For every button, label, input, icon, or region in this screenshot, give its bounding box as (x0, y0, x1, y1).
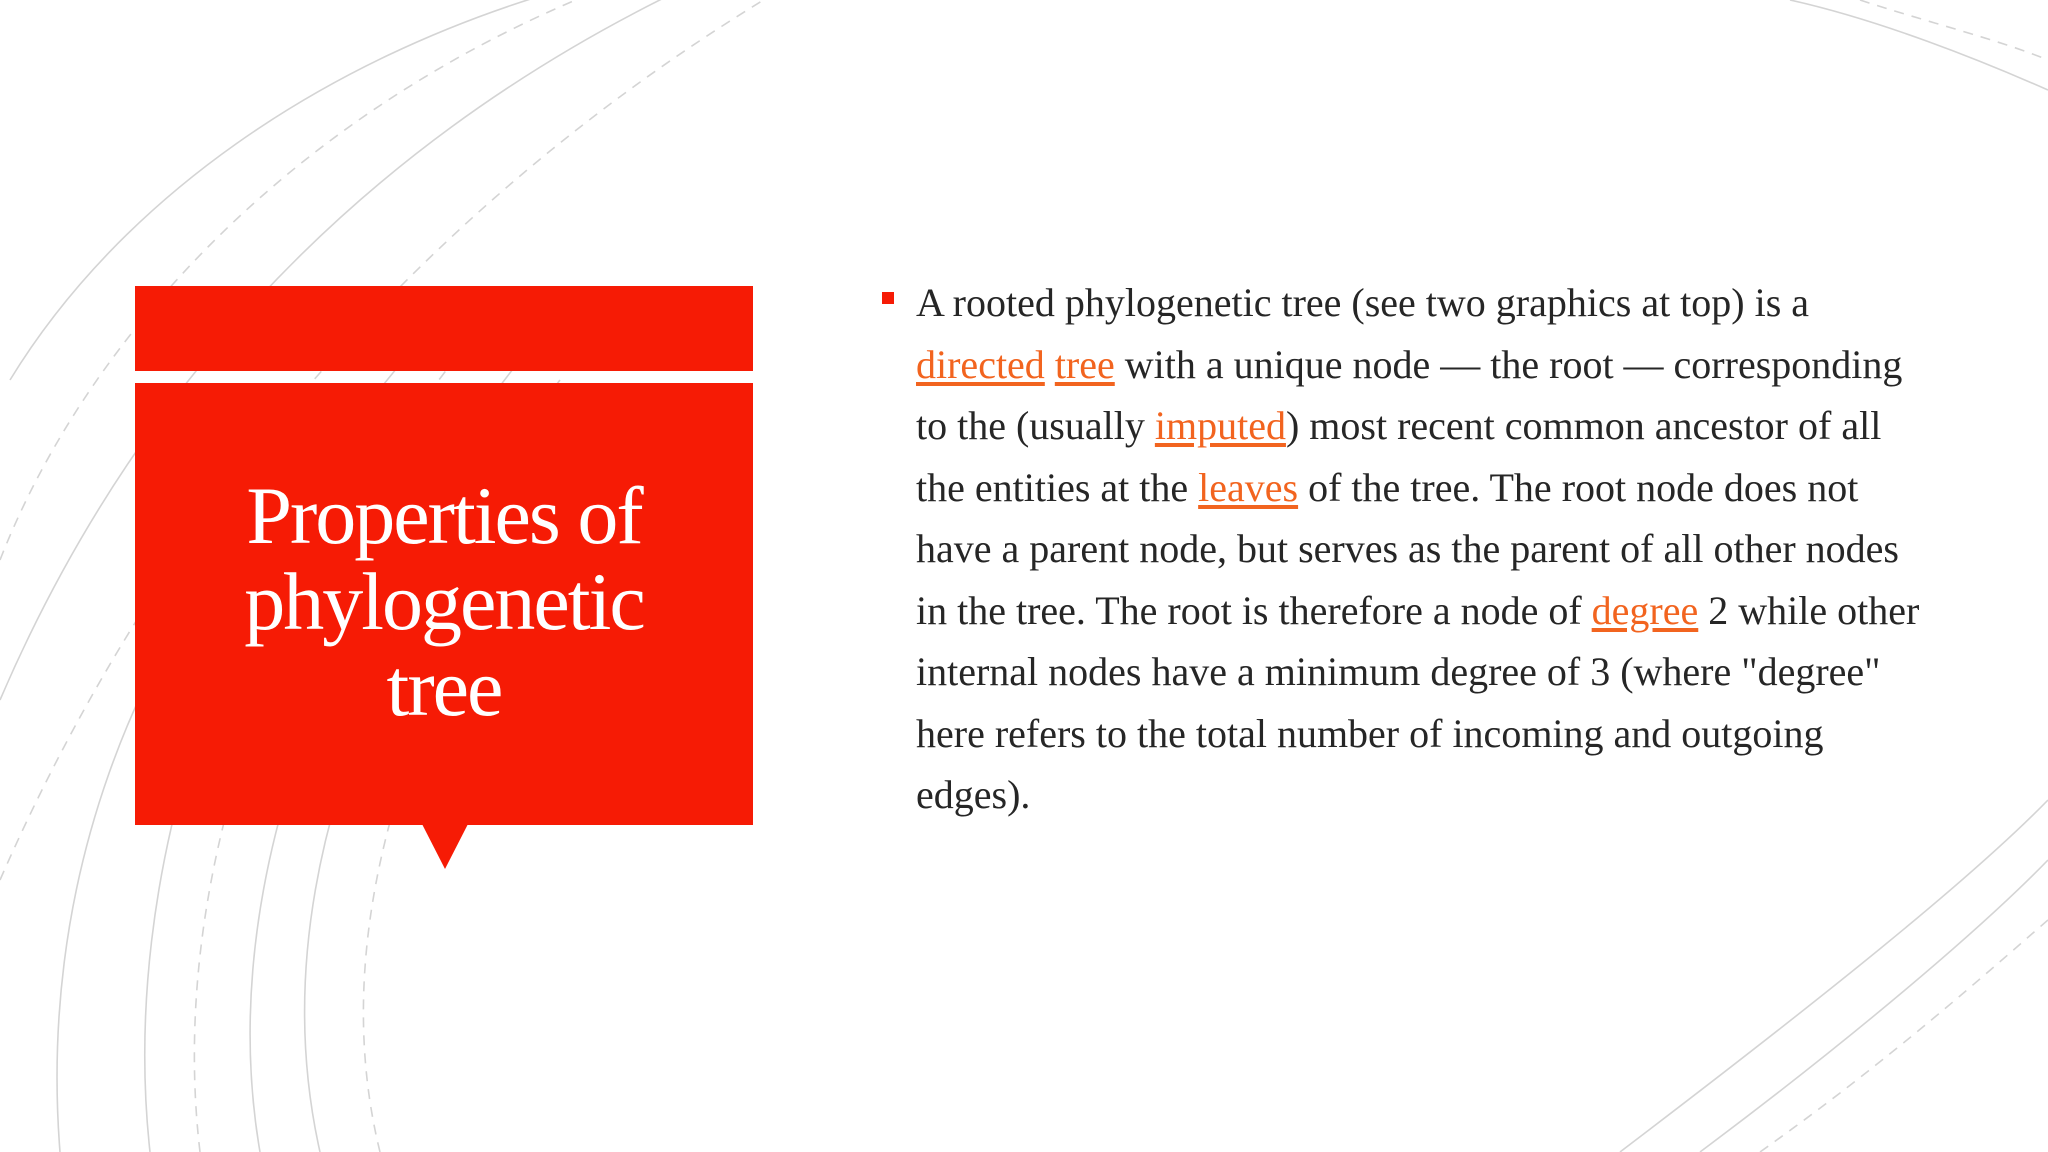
background-arc (1760, 920, 2048, 1152)
title-line: phylogenetic (244, 556, 644, 647)
text-run: of the tree. The root node does not have a parent node, but serves as the parent of all other nodes in the tree. The root is therefore a node of (916, 464, 1899, 633)
bullet-text (916, 272, 1926, 826)
bullet-square-icon (882, 292, 894, 304)
title-line: tree (386, 642, 502, 733)
hyperlink-tree[interactable]: tree (1054, 341, 1115, 387)
slide-title (135, 470, 753, 733)
text-run: 2 while other internal nodes have a minimum degree of 3 (where "degree" here refers to the total number of incoming and outgoing edges). (916, 587, 1920, 817)
background-arc (1700, 860, 2048, 1152)
hyperlink-leaves[interactable]: leaves (1198, 464, 1299, 510)
title-callout-box (135, 383, 753, 825)
background-arc (1620, 800, 2048, 1152)
title-accent-bar (135, 286, 753, 371)
title-line: Properties of (246, 470, 642, 561)
callout-pointer (422, 824, 468, 869)
hyperlink-imputed[interactable]: imputed (1154, 403, 1286, 448)
text-run: with a unique node — the root — corresponding to the (usually (916, 341, 1903, 448)
text-run (1045, 342, 1055, 387)
hyperlink-directed[interactable]: directed (916, 341, 1045, 387)
text-run: ) most recent common ancestor of all the entities at the (916, 403, 1882, 510)
text-run: A rooted phylogenetic tree (see two graphics at top) is a (916, 280, 1810, 325)
hyperlink-degree[interactable]: degree (1591, 587, 1699, 633)
background-arc (1790, 0, 2048, 90)
